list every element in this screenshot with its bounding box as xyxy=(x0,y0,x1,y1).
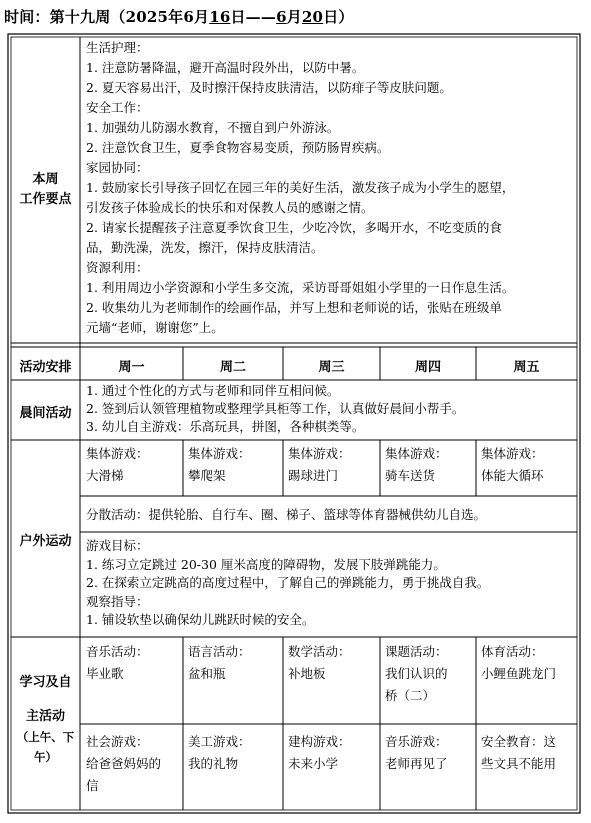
learning-thu-2: 音乐游戏： 老师再见了 xyxy=(385,734,448,771)
learning-wed-1: 数学活动： 补地板 xyxy=(288,644,351,681)
learning-mon-1: 音乐活动： 毕业歌 xyxy=(86,644,149,681)
learning-fri-2: 安全教育：这 些文具不能用 xyxy=(481,734,557,771)
schedule-label: 活动安排 xyxy=(19,360,72,375)
group-game-fri: 集体游戏： 体能大循环 xyxy=(481,446,544,483)
group-game-mon: 集体游戏： 大滑梯 xyxy=(86,446,149,483)
morning-text: 1. 通过个性化的方式与老师和同伴互相问候。 2. 签到后认领管理植物或整理学具柜等工作，认真做好晨间小帮手。 3. 幼儿自主游戏：乐高玩具，拼图，各种棋类等。 xyxy=(86,383,465,434)
day-wed: 周三 xyxy=(318,360,345,375)
page-title: 时间：第十九周（2025年6月16日——6月20日） xyxy=(4,8,354,26)
free-activity: 分散活动：提供轮胎、自行车、圈、梯子、篮球等体育器械供幼儿自选。 xyxy=(86,507,487,522)
group-game-thu: 集体游戏： 骑车送货 xyxy=(385,446,448,483)
outdoor-label: 户外运动 xyxy=(19,534,72,549)
learning-tue-1: 语言活动： 盆和瓶 xyxy=(188,644,251,681)
group-game-wed: 集体游戏： 踢球进门 xyxy=(288,446,351,483)
learning-thu-1: 课题活动： 我们认识的 桥（二） xyxy=(385,644,448,703)
learning-wed-2: 建构游戏： 未来小学 xyxy=(288,734,351,771)
day-thu: 周四 xyxy=(414,360,441,375)
day-fri: 周五 xyxy=(513,360,540,375)
focus-text: 生活护理： 1. 注意防暑降温，避开高温时段外出，以防中暑。 2. 夏天容易出汗，及时擦汗保持皮肤清洁，以防痱子等皮肤问题。 安全工作： 1. 加强幼儿防溺水教育，不擅自到户外游泳。 2. 注意饮食卫生，夏季食物容易变质，预防肠胃疾病。 家园协同： 1. 鼓励家长引导孩子回忆在园三年的美好生活，激发孩子成为小学生的愿望， 引发孩子体验成长的快乐和对保教人员的感谢之情。 2. 请家长提醒孩子注意夏季饮食卫生，少吃冷饮，多喝开水，不吃变质的食 品，勤洗澡，洗发，擦汗，保持皮肤清洁。 资源利用： 1. 利用周边小学资源和小学生多交流，采访哥哥姐姐小学里的一日作息生活。 2. 收集幼儿为老师制作的绘画作品，并写上想和老师说的话，张贴在班级单 元墙“老师，谢谢您”上。 xyxy=(86,40,515,335)
learning-tue-2: 美工游戏： 我的礼物 xyxy=(188,734,251,771)
day-tue: 周二 xyxy=(219,360,246,375)
focus-label: 本周 工作要点 xyxy=(19,172,72,207)
day-mon: 周一 xyxy=(118,360,145,375)
outdoor-goals: 游戏目标： 1. 练习立定跳过 20-30 厘米高度的障碍物，发展下肢弹跳能力。 2. 在探索立定跳高的高度过程中，了解自己的弹跳能力，勇于挑战自我。 观察指导： 1. 铺设软垫以确保幼儿跳跃时候的安全。 xyxy=(86,538,490,627)
group-game-tue: 集体游戏： 攀爬架 xyxy=(188,446,251,483)
learning-fri-1: 体育活动： 小鲤鱼跳龙门 xyxy=(481,644,557,681)
learning-label: 学习及自 主活动 （上午、下 午） xyxy=(16,675,75,764)
learning-mon-2: 社会游戏： 给爸爸妈妈的 信 xyxy=(86,734,162,793)
morning-label: 晨间活动 xyxy=(19,406,72,421)
